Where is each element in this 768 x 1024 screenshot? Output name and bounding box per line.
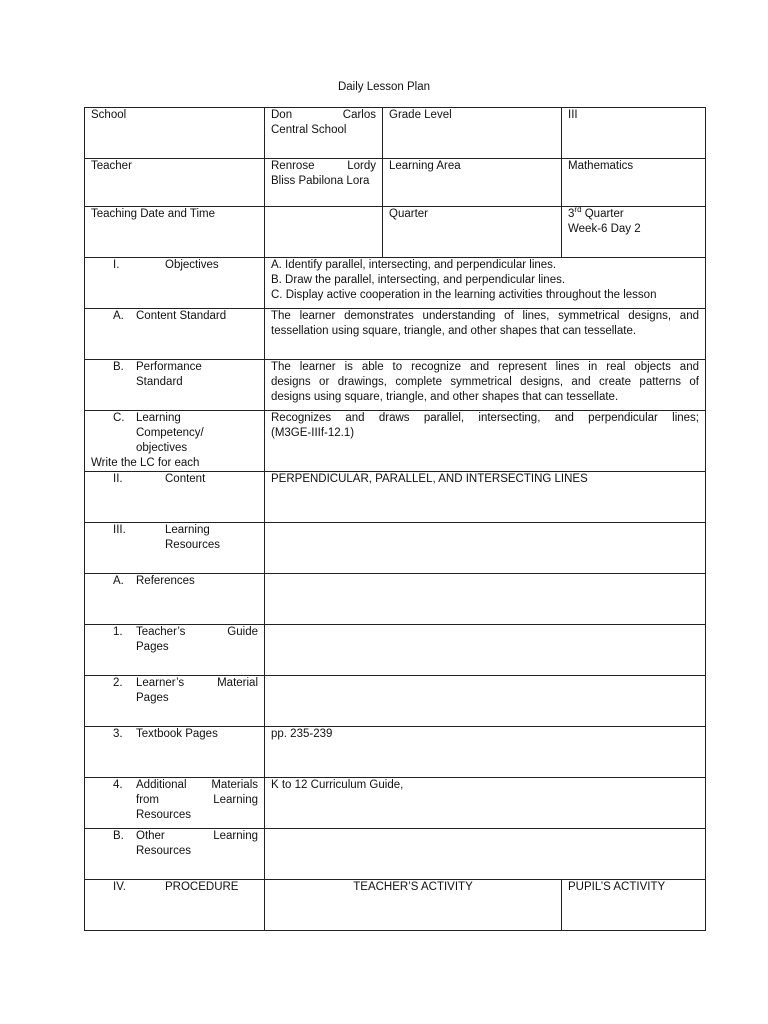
performance-standard-row xyxy=(85,360,706,411)
page-title: Daily Lesson Plan xyxy=(337,81,431,93)
objectives-label: I. Objectives xyxy=(85,258,265,309)
objectives-row xyxy=(85,258,706,309)
objectives-value: A. Identify parallel, intersecting, and perpendicular lines. B. Draw the parallel, intersecting, and perpendicular lines. C. Display active cooperation in the learning activities throughout the lesson xyxy=(265,258,706,309)
content-value: PERPENDICULAR, PARALLEL, AND INTERSECTING LINES xyxy=(265,472,706,523)
content-label: II. Content xyxy=(85,472,265,523)
textbook-value: pp. 235-239 xyxy=(265,727,706,778)
content-row xyxy=(85,472,706,523)
school-value: Don Carlos Central School xyxy=(265,108,383,159)
other-resources-row xyxy=(85,829,706,880)
grade-label: Grade Level xyxy=(383,108,562,159)
lesson-plan-table xyxy=(84,107,706,931)
textbook-row xyxy=(85,727,706,778)
teacher-label: Teacher xyxy=(85,159,265,207)
performance-standard-label: B. Performance Standard xyxy=(85,360,265,411)
date-label: Teaching Date and Time xyxy=(85,207,265,258)
competency-value: Recognizes and draws parallel, intersecting, and perpendicular lines; (M3GE-IIIf-12.1) xyxy=(265,411,706,472)
learning-resources-value xyxy=(265,523,706,574)
additional-materials-row xyxy=(85,778,706,829)
additional-materials-value: K to 12 Curriculum Guide, xyxy=(265,778,706,829)
teachers-guide-label: 1. Teacher’s Guide Pages xyxy=(85,625,265,676)
teacher-row xyxy=(85,159,706,207)
teachers-guide-row xyxy=(85,625,706,676)
area-label: Learning Area xyxy=(383,159,562,207)
competency-label: C. Learning Competency/ objectives Write the LC for each xyxy=(85,411,265,472)
learners-material-value xyxy=(265,676,706,727)
teacher-activity-header: TEACHER’S ACTIVITY xyxy=(265,880,562,931)
teachers-guide-value xyxy=(265,625,706,676)
learners-material-row xyxy=(85,676,706,727)
content-standard-value: The learner demonstrates understanding of lines, symmetrical designs, and tessellation using square, triangle, and other shapes that can tessellate. xyxy=(265,309,706,360)
date-row xyxy=(85,207,706,258)
other-resources-value xyxy=(265,829,706,880)
competency-row xyxy=(85,411,706,472)
quarter-label: Quarter xyxy=(383,207,562,258)
learners-material-label: 2. Learner’s Material Pages xyxy=(85,676,265,727)
additional-materials-label: 4. Additional Materials from Learning Resources xyxy=(85,778,265,829)
performance-standard-value: The learner is able to recognize and represent lines in real objects and designs or drawings, complete symmetrical designs, and create patterns of designs using square, triangle, and other shapes that can tessellate. xyxy=(265,360,706,411)
other-resources-label: B. Other Learning Resources xyxy=(85,829,265,880)
date-value xyxy=(265,207,383,258)
content-standard-row xyxy=(85,309,706,360)
procedure-label: IV. PROCEDURE xyxy=(85,880,265,931)
school-label: School xyxy=(85,108,265,159)
pupil-activity-header: PUPIL’S ACTIVITY xyxy=(562,880,706,931)
references-row xyxy=(85,574,706,625)
learning-resources-row xyxy=(85,523,706,574)
school-row xyxy=(85,108,706,159)
grade-value: III xyxy=(562,108,706,159)
references-value xyxy=(265,574,706,625)
area-value: Mathematics xyxy=(562,159,706,207)
procedure-row xyxy=(85,880,706,931)
references-label: A. References xyxy=(85,574,265,625)
competency-note: Write the LC for each xyxy=(91,457,200,469)
textbook-label: 3. Textbook Pages xyxy=(85,727,265,778)
content-standard-label: A. Content Standard xyxy=(85,309,265,360)
quarter-value: 3rd Quarter Week-6 Day 2 xyxy=(562,207,706,258)
learning-resources-label: III. Learning Resources xyxy=(85,523,265,574)
teacher-value: Renrose Lordy Bliss Pabilona Lora xyxy=(265,159,383,207)
